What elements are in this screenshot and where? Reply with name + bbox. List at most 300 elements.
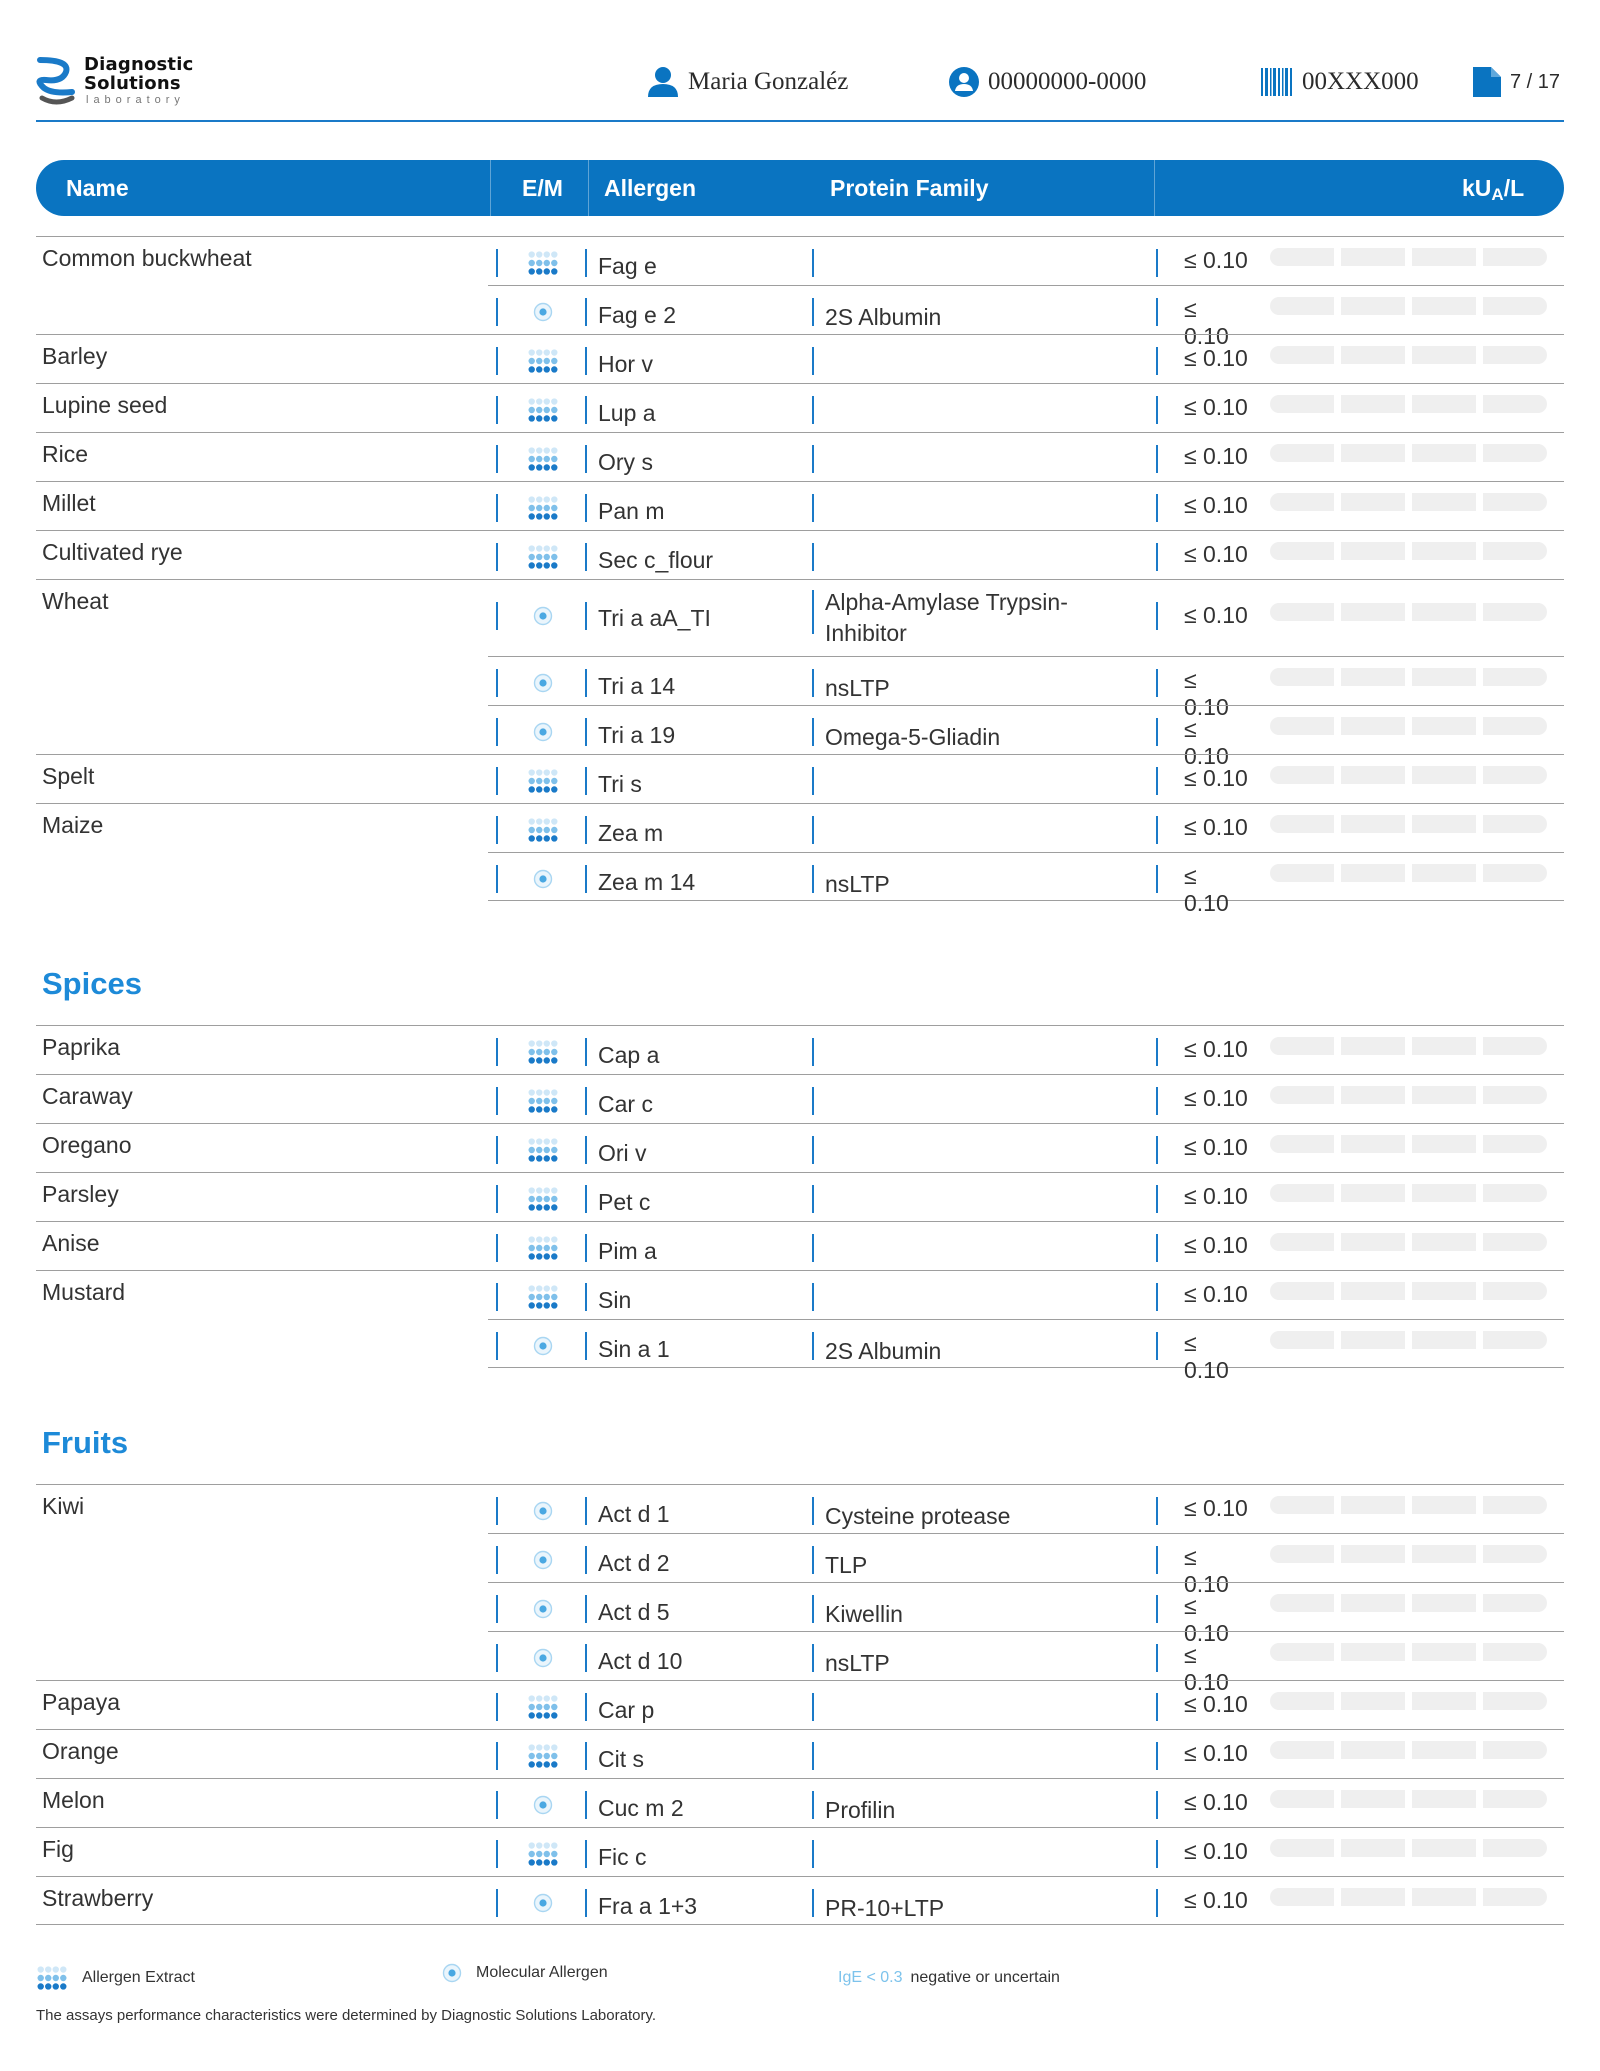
table-row bbox=[36, 1484, 1564, 1533]
level-segment bbox=[1341, 542, 1405, 560]
allergen-source-name: Oregano bbox=[42, 1132, 132, 1158]
page-number: 7 / 17 bbox=[1510, 70, 1561, 93]
column-divider bbox=[496, 1332, 498, 1360]
column-divider bbox=[1156, 865, 1158, 893]
result-value: ≤ 0.10 bbox=[1184, 1838, 1248, 1864]
column-divider bbox=[496, 1087, 498, 1115]
allergen-code: Pet c bbox=[598, 1189, 651, 1215]
level-segment bbox=[1270, 766, 1334, 784]
result-value: ≤ 0.10 bbox=[1184, 1593, 1229, 1646]
result-value: ≤ 0.10 bbox=[1184, 1544, 1229, 1597]
table-row bbox=[36, 1025, 1564, 1074]
molecular-allergen-icon bbox=[526, 299, 560, 325]
level-segment bbox=[1270, 1888, 1334, 1906]
level-segment bbox=[1270, 1790, 1334, 1808]
result-level-bar bbox=[1270, 668, 1547, 686]
column-divider bbox=[585, 543, 587, 571]
result-level-bar bbox=[1270, 1692, 1547, 1710]
level-segment bbox=[1270, 493, 1334, 511]
table-row bbox=[488, 1319, 1564, 1383]
column-divider bbox=[496, 669, 498, 697]
column-divider bbox=[812, 1332, 814, 1360]
column-divider bbox=[585, 347, 587, 375]
user-icon bbox=[646, 66, 680, 98]
result-value: ≤ 0.10 bbox=[1184, 247, 1248, 273]
column-divider bbox=[1156, 1136, 1158, 1164]
allergen-code: Car c bbox=[598, 1091, 653, 1117]
allergen-extract-icon bbox=[526, 348, 560, 374]
allergen-code: Zea m 14 bbox=[598, 869, 696, 895]
result-value: ≤ 0.10 bbox=[1184, 1036, 1248, 1062]
result-level-bar bbox=[1270, 395, 1547, 413]
column-divider bbox=[1156, 1087, 1158, 1115]
column-divider bbox=[496, 1497, 498, 1525]
level-segment bbox=[1341, 1594, 1405, 1612]
level-segment bbox=[1483, 1233, 1547, 1251]
level-segment bbox=[1412, 1331, 1476, 1349]
level-segment bbox=[1270, 603, 1334, 621]
level-segment bbox=[1412, 1086, 1476, 1104]
level-segment bbox=[1341, 1545, 1405, 1563]
result-value: ≤ 0.10 bbox=[1184, 1642, 1229, 1695]
protein-family: 2S Albumin bbox=[825, 304, 942, 330]
column-divider bbox=[1156, 1185, 1158, 1213]
patient-name bbox=[646, 64, 848, 100]
level-segment bbox=[1412, 1135, 1476, 1153]
column-divider bbox=[812, 669, 814, 697]
column-divider bbox=[812, 396, 814, 424]
allergen-extract-icon bbox=[526, 544, 560, 570]
column-divider bbox=[812, 1185, 814, 1213]
allergen-code: Lup a bbox=[598, 400, 656, 426]
level-segment bbox=[1412, 766, 1476, 784]
table-row bbox=[36, 481, 1564, 530]
level-segment bbox=[1341, 766, 1405, 784]
level-segment bbox=[1412, 1233, 1476, 1251]
level-segment bbox=[1270, 1545, 1334, 1563]
allergen-code: Hor v bbox=[598, 351, 653, 377]
molecular-allergen-icon bbox=[526, 1498, 560, 1524]
column-divider bbox=[496, 1742, 498, 1770]
table-row bbox=[36, 530, 1564, 579]
protein-family: PR-10+LTP bbox=[825, 1895, 945, 1921]
column-divider bbox=[585, 1889, 587, 1917]
level-segment bbox=[1270, 1594, 1334, 1612]
logo-mark-icon bbox=[36, 54, 78, 108]
column-divider bbox=[812, 543, 814, 571]
patient-id-text: 00000000-0000 bbox=[988, 68, 1147, 95]
table-header bbox=[36, 160, 1564, 216]
column-divider bbox=[1156, 347, 1158, 375]
allergen-source-name: Wheat bbox=[42, 588, 109, 614]
level-segment bbox=[1341, 1086, 1405, 1104]
legend-molecular bbox=[442, 1963, 608, 1983]
level-segment bbox=[1412, 668, 1476, 686]
level-segment bbox=[1483, 395, 1547, 413]
molecular-allergen-icon bbox=[526, 1547, 560, 1573]
column-divider bbox=[1156, 602, 1158, 630]
level-segment bbox=[1483, 1086, 1547, 1104]
column-divider bbox=[585, 669, 587, 697]
column-divider bbox=[585, 396, 587, 424]
allergen-extract-icon bbox=[526, 1235, 560, 1261]
allergen-code: Sin a 1 bbox=[598, 1336, 670, 1362]
column-divider bbox=[1156, 1742, 1158, 1770]
col-name: Name bbox=[66, 175, 129, 201]
allergen-extract-icon bbox=[526, 1186, 560, 1212]
result-level-bar bbox=[1270, 1233, 1547, 1251]
allergen-code: Fag e bbox=[598, 253, 657, 279]
level-segment bbox=[1412, 717, 1476, 735]
result-level-bar bbox=[1270, 493, 1547, 511]
allergen-code: Act d 10 bbox=[598, 1648, 683, 1674]
column-divider bbox=[496, 767, 498, 795]
column-divider bbox=[1156, 1644, 1158, 1672]
column-divider bbox=[585, 1136, 587, 1164]
column-divider bbox=[812, 1546, 814, 1574]
result-value: ≤ 0.10 bbox=[1184, 814, 1248, 840]
result-level-bar bbox=[1270, 1037, 1547, 1055]
allergen-code: Tri s bbox=[598, 771, 642, 797]
level-segment bbox=[1270, 1282, 1334, 1300]
allergen-source-name: Cultivated rye bbox=[42, 539, 183, 565]
allergen-extract-icon bbox=[526, 768, 560, 794]
level-segment bbox=[1483, 603, 1547, 621]
result-level-bar bbox=[1270, 297, 1547, 315]
table-row bbox=[36, 383, 1564, 432]
column-divider bbox=[496, 445, 498, 473]
molecular-allergen-icon bbox=[442, 1963, 476, 1983]
result-level-bar bbox=[1270, 1643, 1547, 1661]
column-divider bbox=[1156, 543, 1158, 571]
column-divider bbox=[1156, 767, 1158, 795]
result-level-bar bbox=[1270, 815, 1547, 833]
level-segment bbox=[1341, 444, 1405, 462]
result-level-bar bbox=[1270, 1790, 1547, 1808]
column-divider bbox=[585, 298, 587, 326]
level-segment bbox=[1412, 248, 1476, 266]
table-grains bbox=[36, 236, 1564, 916]
column-divider bbox=[585, 1644, 587, 1672]
column-divider bbox=[585, 1283, 587, 1311]
result-value: ≤ 0.10 bbox=[1184, 1232, 1248, 1258]
table-row bbox=[36, 236, 1564, 285]
level-segment bbox=[1412, 1594, 1476, 1612]
level-segment bbox=[1270, 346, 1334, 364]
result-level-bar bbox=[1270, 542, 1547, 560]
level-segment bbox=[1483, 1888, 1547, 1906]
column-divider bbox=[812, 816, 814, 844]
level-segment bbox=[1341, 1692, 1405, 1710]
column-divider bbox=[812, 1136, 814, 1164]
sample-barcode bbox=[1260, 64, 1419, 100]
level-segment bbox=[1270, 1037, 1334, 1055]
level-segment bbox=[1270, 1331, 1334, 1349]
column-divider bbox=[812, 249, 814, 277]
level-segment bbox=[1483, 668, 1547, 686]
column-divider bbox=[812, 347, 814, 375]
level-segment bbox=[1483, 493, 1547, 511]
protein-family: Omega-5-Gliadin bbox=[825, 724, 1001, 750]
level-segment bbox=[1270, 1233, 1334, 1251]
column-divider bbox=[1156, 1889, 1158, 1917]
level-segment bbox=[1270, 297, 1334, 315]
level-segment bbox=[1270, 1135, 1334, 1153]
result-level-bar bbox=[1270, 864, 1547, 882]
column-divider bbox=[585, 1332, 587, 1360]
molecular-allergen-icon bbox=[526, 1333, 560, 1359]
level-segment bbox=[1412, 815, 1476, 833]
level-segment bbox=[1412, 1037, 1476, 1055]
molecular-allergen-icon bbox=[526, 1596, 560, 1622]
result-level-bar bbox=[1270, 346, 1547, 364]
protein-family: 2S Albumin bbox=[825, 1338, 942, 1364]
page-indicator bbox=[1472, 64, 1560, 100]
allergen-source-name: Millet bbox=[42, 490, 96, 516]
level-segment bbox=[1270, 668, 1334, 686]
allergen-source-name: Caraway bbox=[42, 1083, 133, 1109]
result-level-bar bbox=[1270, 248, 1547, 266]
allergen-source-name: Mustard bbox=[42, 1279, 126, 1305]
level-segment bbox=[1412, 1692, 1476, 1710]
level-segment bbox=[1270, 1496, 1334, 1514]
column-divider bbox=[496, 1234, 498, 1262]
level-segment bbox=[1483, 1135, 1547, 1153]
column-divider bbox=[496, 816, 498, 844]
table-row bbox=[36, 803, 1564, 852]
column-divider bbox=[496, 396, 498, 424]
allergen-extract-icon bbox=[526, 817, 560, 843]
column-divider bbox=[812, 298, 814, 326]
level-segment bbox=[1483, 1692, 1547, 1710]
table-row bbox=[36, 334, 1564, 383]
column-divider bbox=[812, 1889, 814, 1917]
molecular-allergen-icon bbox=[526, 603, 560, 629]
allergen-extract-icon bbox=[526, 495, 560, 521]
table-row bbox=[488, 852, 1564, 916]
level-segment bbox=[1341, 1741, 1405, 1759]
user-circle-icon bbox=[948, 66, 980, 98]
column-divider bbox=[585, 1546, 587, 1574]
column-divider bbox=[496, 1693, 498, 1721]
level-segment bbox=[1341, 1888, 1405, 1906]
column-divider bbox=[496, 298, 498, 326]
protein-family: nsLTP bbox=[825, 871, 890, 897]
result-level-bar bbox=[1270, 1282, 1547, 1300]
table-row bbox=[488, 1582, 1564, 1646]
column-divider bbox=[585, 767, 587, 795]
column-divider bbox=[496, 1038, 498, 1066]
level-segment bbox=[1412, 395, 1476, 413]
column-divider bbox=[496, 1791, 498, 1819]
level-segment bbox=[1270, 444, 1334, 462]
level-segment bbox=[1341, 493, 1405, 511]
column-divider bbox=[585, 602, 587, 630]
level-segment bbox=[1412, 542, 1476, 560]
protein-family: Profilin bbox=[825, 1797, 896, 1823]
level-segment bbox=[1412, 864, 1476, 882]
result-value: ≤ 0.10 bbox=[1184, 1887, 1248, 1913]
column-divider bbox=[812, 865, 814, 893]
column-divider bbox=[1156, 396, 1158, 424]
column-divider bbox=[1156, 1791, 1158, 1819]
patient-id bbox=[948, 64, 1146, 100]
level-segment bbox=[1341, 1331, 1405, 1349]
level-segment bbox=[1270, 395, 1334, 413]
allergen-code: Tri a 14 bbox=[598, 673, 676, 699]
column-divider bbox=[812, 1087, 814, 1115]
table-row bbox=[36, 1123, 1564, 1172]
table-row bbox=[36, 1172, 1564, 1221]
level-segment bbox=[1483, 542, 1547, 560]
level-segment bbox=[1412, 603, 1476, 621]
allergen-extract-icon bbox=[526, 446, 560, 472]
result-value: ≤ 0.10 bbox=[1184, 394, 1248, 420]
column-divider bbox=[1156, 1595, 1158, 1623]
allergen-source-name: Spelt bbox=[42, 763, 95, 789]
allergen-code: Sec c_flour bbox=[598, 547, 714, 573]
allergen-extract-icon bbox=[526, 1841, 560, 1867]
allergen-source-name: Paprika bbox=[42, 1034, 120, 1060]
result-value: ≤ 0.10 bbox=[1184, 863, 1229, 916]
level-segment bbox=[1341, 346, 1405, 364]
allergen-extract-icon bbox=[526, 1284, 560, 1310]
result-value: ≤ 0.10 bbox=[1184, 1740, 1248, 1766]
column-divider bbox=[496, 1644, 498, 1672]
logo-line-2: Solutions bbox=[84, 73, 181, 94]
level-segment bbox=[1412, 1282, 1476, 1300]
level-segment bbox=[1412, 493, 1476, 511]
column-divider bbox=[585, 718, 587, 746]
allergen-code: Pim a bbox=[598, 1238, 657, 1264]
allergen-code: Car p bbox=[598, 1697, 655, 1723]
column-divider bbox=[585, 1087, 587, 1115]
level-segment bbox=[1341, 1790, 1405, 1808]
table-row bbox=[36, 1680, 1564, 1729]
result-level-bar bbox=[1270, 1135, 1547, 1153]
column-divider bbox=[1156, 1283, 1158, 1311]
patient-name-text: Maria Gonzaléz bbox=[688, 68, 849, 95]
level-segment bbox=[1412, 297, 1476, 315]
result-level-bar bbox=[1270, 1888, 1547, 1906]
allergen-extract-icon bbox=[526, 1039, 560, 1065]
column-divider bbox=[585, 1742, 587, 1770]
result-value: ≤ 0.10 bbox=[1184, 541, 1248, 567]
column-divider bbox=[1156, 669, 1158, 697]
allergen-source-name: Melon bbox=[42, 1787, 105, 1813]
level-segment bbox=[1270, 1643, 1334, 1661]
column-divider bbox=[585, 1693, 587, 1721]
barcode-text: 00XXX000 bbox=[1302, 68, 1419, 95]
level-segment bbox=[1341, 1184, 1405, 1202]
allergen-code: Fag e 2 bbox=[598, 302, 676, 328]
molecular-allergen-icon bbox=[526, 866, 560, 892]
level-segment bbox=[1270, 1086, 1334, 1104]
molecular-allergen-icon bbox=[526, 670, 560, 696]
column-divider bbox=[496, 1840, 498, 1868]
allergen-code: Ori v bbox=[598, 1140, 647, 1166]
level-segment bbox=[1412, 1888, 1476, 1906]
level-segment bbox=[1483, 1037, 1547, 1055]
result-value: ≤ 0.10 bbox=[1184, 1085, 1248, 1111]
allergen-code: Act d 5 bbox=[598, 1599, 670, 1625]
level-segment bbox=[1483, 1839, 1547, 1857]
column-divider bbox=[1156, 298, 1158, 326]
protein-family: TLP bbox=[825, 1552, 868, 1578]
level-segment bbox=[1341, 1282, 1405, 1300]
column-divider bbox=[585, 1840, 587, 1868]
column-divider bbox=[1156, 816, 1158, 844]
allergen-code: Cuc m 2 bbox=[598, 1795, 684, 1821]
column-divider bbox=[812, 1742, 814, 1770]
level-segment bbox=[1412, 444, 1476, 462]
molecular-allergen-icon bbox=[526, 1890, 560, 1916]
level-segment bbox=[1483, 248, 1547, 266]
result-level-bar bbox=[1270, 1839, 1547, 1857]
allergen-code: Cap a bbox=[598, 1042, 660, 1068]
level-segment bbox=[1412, 1741, 1476, 1759]
legend bbox=[36, 1963, 1564, 1993]
result-value: ≤ 0.10 bbox=[1184, 1183, 1248, 1209]
level-segment bbox=[1270, 864, 1334, 882]
column-divider bbox=[812, 1038, 814, 1066]
level-segment bbox=[1341, 668, 1405, 686]
legend-extract bbox=[36, 1963, 195, 1993]
table-spices bbox=[36, 1025, 1564, 1383]
level-segment bbox=[1412, 346, 1476, 364]
allergen-source-name: Papaya bbox=[42, 1689, 121, 1715]
col-protein-family: Protein Family bbox=[830, 175, 989, 201]
table-row bbox=[488, 705, 1564, 769]
col-em: E/M bbox=[522, 175, 563, 201]
molecular-allergen-icon bbox=[526, 1645, 560, 1671]
legend-ige-threshold: IgE < 0.3 bbox=[838, 1969, 903, 1986]
allergen-code: Ory s bbox=[598, 449, 653, 475]
table-row bbox=[488, 1533, 1564, 1597]
column-divider bbox=[585, 1234, 587, 1262]
column-divider bbox=[585, 1595, 587, 1623]
column-divider bbox=[1156, 1038, 1158, 1066]
column-divider bbox=[496, 543, 498, 571]
column-divider bbox=[812, 494, 814, 522]
table-row bbox=[36, 1270, 1564, 1319]
level-segment bbox=[1270, 248, 1334, 266]
result-value: ≤ 0.10 bbox=[1184, 443, 1248, 469]
protein-family: nsLTP bbox=[825, 675, 890, 701]
column-divider bbox=[812, 718, 814, 746]
section-title-fruits: Fruits bbox=[42, 1425, 129, 1460]
protein-family: Cysteine protease bbox=[825, 1503, 1011, 1529]
level-segment bbox=[1483, 1594, 1547, 1612]
legend-molecular-label: Molecular Allergen bbox=[476, 1964, 608, 1981]
table-row bbox=[36, 579, 1564, 656]
column-divider bbox=[496, 718, 498, 746]
column-divider bbox=[812, 1234, 814, 1262]
level-segment bbox=[1412, 1184, 1476, 1202]
allergen-source-name: Common buckwheat bbox=[42, 245, 252, 271]
level-segment bbox=[1270, 1741, 1334, 1759]
table-row bbox=[488, 1631, 1564, 1695]
protein-family: Alpha-Amylase Trypsin- Inhibitor bbox=[825, 589, 1068, 646]
column-divider bbox=[812, 1497, 814, 1525]
allergen-extract-icon bbox=[526, 1088, 560, 1114]
level-segment bbox=[1483, 1790, 1547, 1808]
result-level-bar bbox=[1270, 1545, 1547, 1563]
molecular-allergen-icon bbox=[526, 719, 560, 745]
result-value: ≤ 0.10 bbox=[1184, 1495, 1248, 1521]
level-segment bbox=[1483, 297, 1547, 315]
result-value: ≤ 0.10 bbox=[1184, 296, 1229, 349]
